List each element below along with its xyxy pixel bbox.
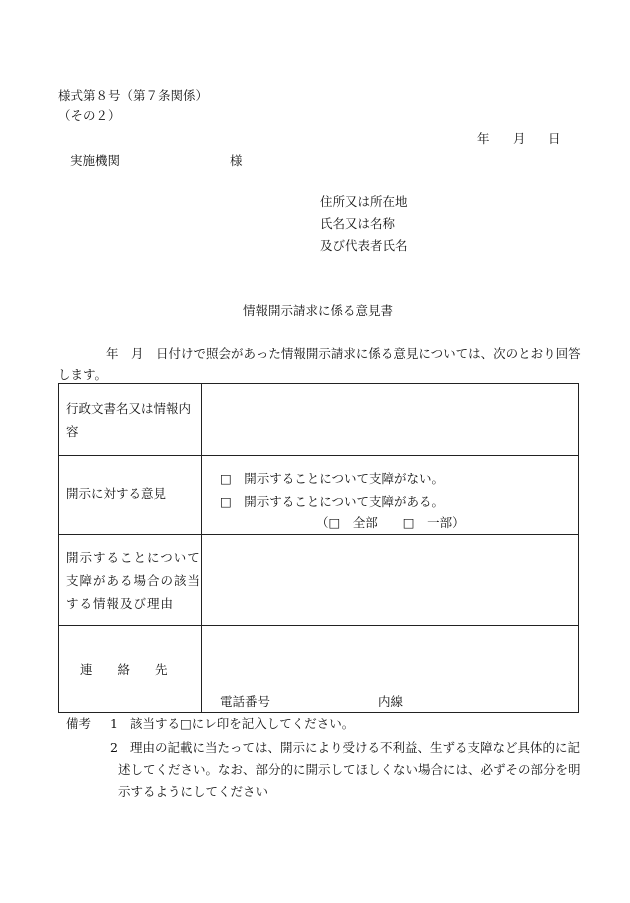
phone-label: 電話番号 — [220, 694, 271, 709]
intro-line-2: します。 — [58, 367, 108, 382]
addressee-label: 実施機関 — [70, 153, 121, 168]
row4-label: 連 絡 先 — [80, 662, 168, 677]
date-day-label: 日 — [548, 131, 561, 146]
date-year-label: 年 — [477, 131, 490, 146]
sender-name-label: 氏名又は名称 — [320, 216, 396, 231]
row2-label: 開示に対する意見 — [66, 486, 167, 501]
notes-label: 備考 — [66, 716, 92, 731]
note1-number: 1 — [110, 716, 118, 731]
row3-label-line3: する情報及び理由 — [66, 596, 175, 611]
addressee-honorific: 様 — [230, 153, 243, 168]
row1-label-line2: 容 — [66, 424, 79, 439]
note2-line1: 理由の記載に当たっては、開示により受ける不利益、生ずる支障など具体的に記 — [130, 740, 581, 755]
form-number: 様式第８号（第７条関係） — [58, 88, 209, 103]
sender-address-label: 住所又は所在地 — [320, 194, 408, 209]
note2-line2: 述してください。なお、部分的に開示してほしくない場合には、必ずその部分を明 — [118, 762, 581, 777]
note2-line3: 示するようにしてください — [118, 784, 269, 799]
extension-label: 内線 — [378, 694, 404, 709]
sender-representative-label: 及び代表者氏名 — [320, 238, 408, 253]
intro-line-1: 年 月 日付けで照会があった情報開示請求に係る意見については、次のとおり回答 — [106, 346, 581, 361]
option-no-hindrance[interactable]: □ 開示することについて支障がない。 — [220, 471, 445, 486]
option-scope[interactable]: （□ 全部 □ 一部） — [316, 515, 465, 530]
note1-text: 該当する□にレ印を記入してください。 — [130, 716, 355, 731]
note2-number: 2 — [110, 740, 118, 755]
document-title: 情報開示請求に係る意見書 — [243, 303, 394, 318]
row1-label-line1: 行政文書名又は情報内 — [66, 401, 192, 416]
document-name-field[interactable] — [202, 384, 578, 455]
option-hindrance[interactable]: □ 開示することについて支障がある。 — [220, 494, 445, 509]
contact-field[interactable] — [202, 626, 578, 686]
row3-label-line2: 支障がある場合の該当 — [66, 573, 202, 588]
reason-field[interactable] — [202, 535, 578, 625]
row3-label-line1: 開示することについて — [66, 550, 201, 565]
form-sub-number: （その２） — [58, 108, 121, 123]
date-month-label: 月 — [513, 131, 526, 146]
